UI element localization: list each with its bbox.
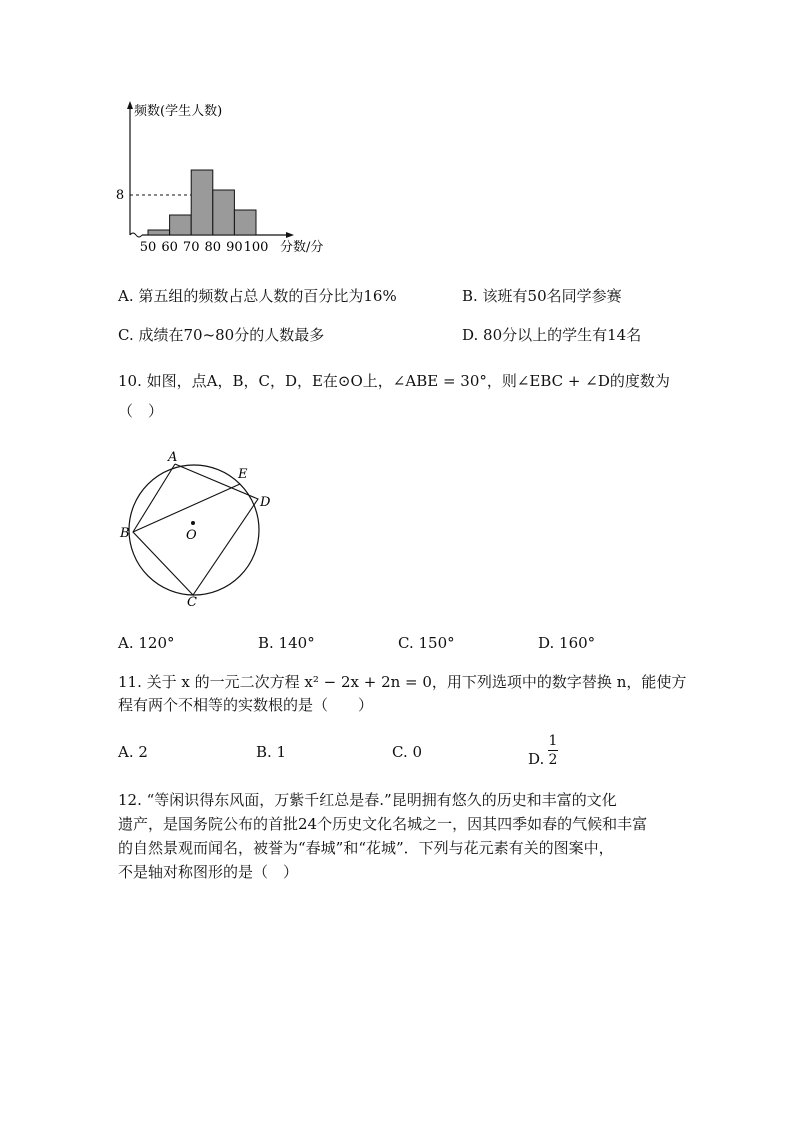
- q12-line-3: 的自然景观而闻名，被誉为“春城”和“花城”．下列与花元素有关的图案中，: [118, 839, 614, 857]
- q12-line-4: 不是轴对称图形的是（ ）: [118, 863, 299, 881]
- label-e: E: [238, 467, 248, 482]
- histogram-bar: [213, 190, 235, 235]
- q12-line-1: 12. “等闲识得东风面，万紫千红总是春.”昆明拥有悠久的历史和丰富的文化: [118, 791, 617, 809]
- histogram-bar: [191, 170, 213, 235]
- fraction-numerator: 1: [548, 733, 558, 749]
- x-tick-label: 90: [226, 240, 243, 255]
- fraction-denominator: 2: [548, 752, 558, 768]
- x-tick-label: 80: [204, 240, 222, 255]
- q11-option-d-label: D.: [528, 750, 545, 768]
- y-axis-label: 频数(学生人数): [134, 104, 223, 119]
- y-tick-label: 8: [115, 188, 125, 203]
- q11-stem-line2: 程有两个不相等的实数根的是（ ）: [118, 696, 374, 714]
- histogram-bar: [170, 215, 192, 235]
- q9-option-c[interactable]: C. 成绩在70~80分的人数最多: [118, 326, 325, 344]
- fraction-bar: [548, 750, 558, 751]
- q10-option-b[interactable]: B. 140°: [258, 634, 315, 652]
- q11-option-c[interactable]: C. 0: [392, 743, 423, 761]
- q11-stem-line1: 11. 关于 x 的一元二次方程 x² − 2x + 2n = 0，用下列选项中的数字替换 n，能使方: [118, 673, 687, 691]
- x-tick-label: 70: [182, 240, 200, 255]
- segment-be: [133, 484, 240, 532]
- q10-stem-line1: 10. 如图，点A，B，C，D，E在⊙O上，∠ABE = 30°，则∠EBC + ∠D的度数为: [118, 372, 670, 390]
- q12-line-2: 遗产，是国务院公布的首批24个历史文化名城之一，因其四季如春的气候和丰富: [118, 815, 648, 833]
- label-a: A: [168, 450, 178, 465]
- histogram-chart: [110, 95, 340, 260]
- x-tick-label: 100: [243, 240, 269, 255]
- q9-option-d[interactable]: D. 80分以上的学生有14名: [462, 326, 642, 344]
- histogram-bar: [148, 230, 170, 235]
- x-axis-label: 分数/分: [280, 240, 324, 255]
- x-axis-arrow: [286, 232, 294, 238]
- circle-diagram: [112, 448, 282, 608]
- q10-option-a[interactable]: A. 120°: [118, 634, 175, 652]
- histogram-bar: [234, 210, 256, 235]
- label-b: B: [120, 526, 130, 541]
- q10-stem-line2: （ ）: [118, 402, 164, 420]
- y-axis-arrow: [127, 101, 133, 109]
- label-d: D: [260, 495, 271, 510]
- q11-option-a[interactable]: A. 2: [118, 743, 148, 761]
- fraction-one-half: [548, 733, 558, 768]
- q11-option-d[interactable]: [528, 750, 544, 768]
- q9-option-b[interactable]: B. 该班有50名同学参赛: [462, 287, 622, 305]
- q10-option-c[interactable]: C. 150°: [398, 634, 455, 652]
- label-c: C: [187, 595, 197, 608]
- axis-break: [130, 233, 142, 237]
- x-tick-label: 50: [139, 240, 157, 255]
- center-point: [191, 521, 195, 525]
- label-o: O: [186, 528, 197, 543]
- q10-option-d[interactable]: D. 160°: [538, 634, 596, 652]
- q11-option-b[interactable]: B. 1: [256, 743, 287, 761]
- q9-option-a[interactable]: A. 第五组的频数占总人数的百分比为16%: [118, 287, 397, 305]
- x-tick-label: 60: [161, 240, 178, 255]
